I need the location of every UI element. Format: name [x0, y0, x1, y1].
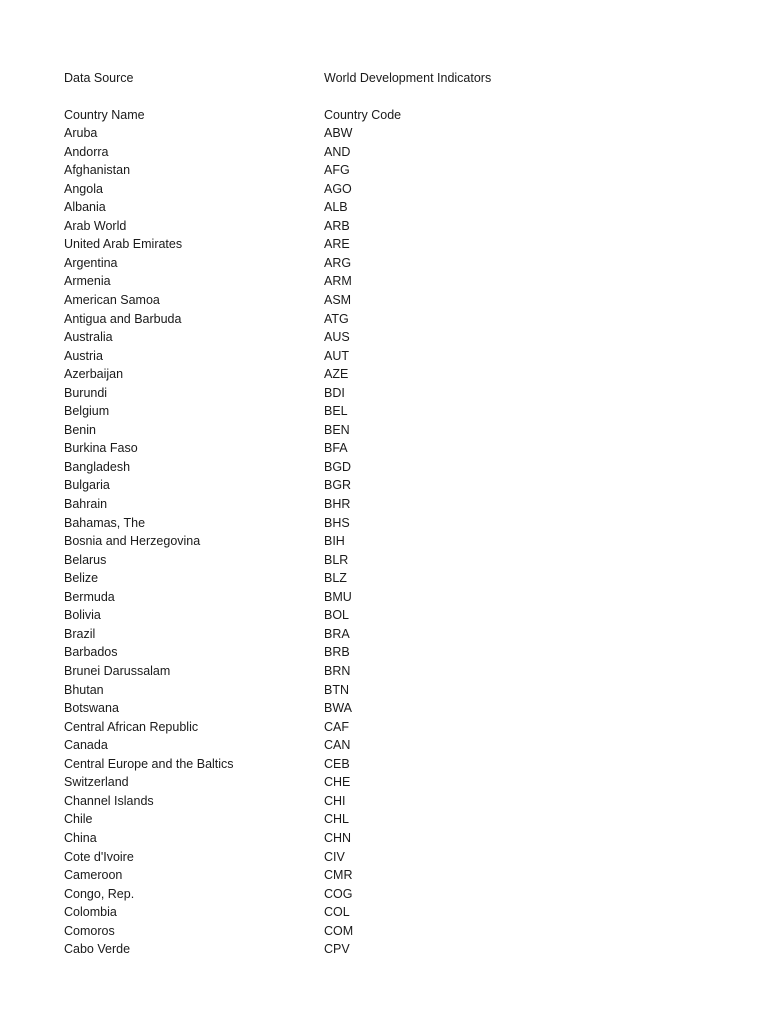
country-code-cell: BEL	[324, 404, 348, 419]
country-code-cell: COM	[324, 923, 354, 938]
country-name-cell: Antigua and Barbuda	[64, 311, 182, 326]
country-code-cell: ARG	[324, 255, 352, 270]
country-name-cell: Botswana	[64, 701, 119, 716]
country-code-cell: BHR	[324, 497, 351, 511]
country-code-cell: CHI	[324, 793, 346, 808]
country-code-cell: BDI	[324, 385, 345, 400]
country-name-cell: Belgium	[64, 404, 110, 419]
country-code-cell: AUT	[324, 348, 349, 363]
country-code-cell: BTN	[324, 682, 349, 697]
country-code-cell: BRB	[324, 645, 350, 660]
country-name-cell: Chile	[64, 812, 93, 827]
country-name-cell: Bolivia	[64, 608, 101, 623]
country-name-cell: Azerbaijan	[64, 367, 124, 382]
country-name-cell: Colombia	[64, 905, 117, 920]
country-name-cell: Bahamas, The	[64, 515, 146, 530]
country-code-cell: BOL	[324, 608, 350, 623]
country-name-cell: Albania	[64, 200, 106, 215]
country-name-cell: Brazil	[64, 626, 96, 641]
country-name-cell: Channel Islands	[64, 793, 154, 808]
country-name-cell: Bulgaria	[64, 478, 110, 493]
data-source-value: World Development Indicators	[324, 71, 492, 85]
country-name-cell: Cameroon	[64, 868, 123, 882]
country-name-cell: Burkina Faso	[64, 441, 138, 456]
country-name-cell: Belarus	[64, 552, 107, 567]
country-code-cell: BHS	[324, 515, 350, 530]
country-code-cell: BFA	[324, 441, 348, 456]
country-code-cell: CHN	[324, 830, 352, 845]
country-code-cell: ASM	[324, 293, 352, 307]
column-header-country-code: Country Code	[324, 108, 402, 122]
country-name-cell: Central Europe and the Baltics	[64, 756, 234, 771]
country-code-cell: AFG	[324, 163, 350, 178]
country-code-cell: ARE	[324, 237, 350, 252]
country-name-cell: Canada	[64, 738, 108, 753]
country-name-cell: Switzerland	[64, 775, 129, 790]
country-name-cell: Aruba	[64, 126, 98, 140]
country-code-cell: BGD	[324, 459, 352, 474]
country-code-cell: BMU	[324, 589, 352, 604]
country-name-cell: Belize	[64, 571, 99, 586]
country-name-cell: Congo, Rep.	[64, 886, 135, 901]
country-name-cell: Angola	[64, 181, 103, 196]
country-code-cell: CAN	[324, 738, 351, 753]
country-name-cell: Benin	[64, 422, 96, 437]
column-header-country-name: Country Name	[64, 108, 145, 122]
country-code-cell: BWA	[324, 701, 353, 716]
country-code-cell: AZE	[324, 367, 349, 382]
country-name-cell: Cote d'Ivoire	[64, 849, 134, 864]
country-code-cell: BIH	[324, 534, 345, 549]
country-code-cell: CAF	[324, 719, 349, 734]
country-code-cell: CPV	[324, 942, 350, 957]
country-code-cell: BGR	[324, 478, 352, 493]
country-name-cell: Burundi	[64, 385, 108, 400]
country-name-cell: China	[64, 830, 97, 845]
country-code-cell: BLR	[324, 552, 349, 567]
country-code-cell: CHE	[324, 775, 351, 790]
country-name-cell: Bermuda	[64, 589, 115, 604]
country-code-cell: COG	[324, 886, 353, 901]
country-code-cell: AND	[324, 144, 351, 159]
country-name-cell: Afghanistan	[64, 163, 131, 178]
country-code-cell: CHL	[324, 812, 350, 827]
country-code-cell: AGO	[324, 181, 352, 196]
country-name-cell: Andorra	[64, 144, 109, 159]
country-code-cell: CIV	[324, 849, 345, 864]
country-code-cell: BRA	[324, 626, 350, 641]
country-name-cell: Australia	[64, 330, 113, 345]
country-code-cell: AUS	[324, 330, 350, 345]
country-name-cell: Barbados	[64, 645, 118, 660]
country-name-cell: Cabo Verde	[64, 942, 131, 957]
country-name-cell: United Arab Emirates	[64, 237, 183, 252]
country-name-cell: Austria	[64, 348, 103, 363]
country-code-cell: COL	[324, 905, 350, 920]
country-code-cell: BRN	[324, 664, 351, 678]
country-name-cell: Bhutan	[64, 682, 104, 697]
country-name-cell: Bahrain	[64, 497, 108, 511]
country-code-cell: ARB	[324, 218, 350, 233]
country-code-cell: ABW	[324, 126, 353, 140]
country-name-cell: Argentina	[64, 255, 118, 270]
country-code-cell: ARM	[324, 274, 352, 289]
country-name-cell: Bosnia and Herzegovina	[64, 534, 201, 549]
country-code-cell: ALB	[324, 200, 348, 215]
country-name-cell: American Samoa	[64, 293, 160, 307]
country-code-cell: ATG	[324, 311, 349, 326]
data-source-label: Data Source	[64, 71, 134, 85]
country-code-cell: BLZ	[324, 571, 347, 586]
country-name-cell: Armenia	[64, 274, 111, 289]
country-name-cell: Brunei Darussalam	[64, 664, 171, 678]
country-name-cell: Comoros	[64, 923, 115, 938]
country-name-cell: Bangladesh	[64, 459, 131, 474]
country-name-cell: Arab World	[64, 218, 127, 233]
country-code-cell: BEN	[324, 422, 350, 437]
country-name-cell: Central African Republic	[64, 719, 199, 734]
country-code-cell: CEB	[324, 756, 350, 771]
country-code-cell: CMR	[324, 868, 353, 882]
